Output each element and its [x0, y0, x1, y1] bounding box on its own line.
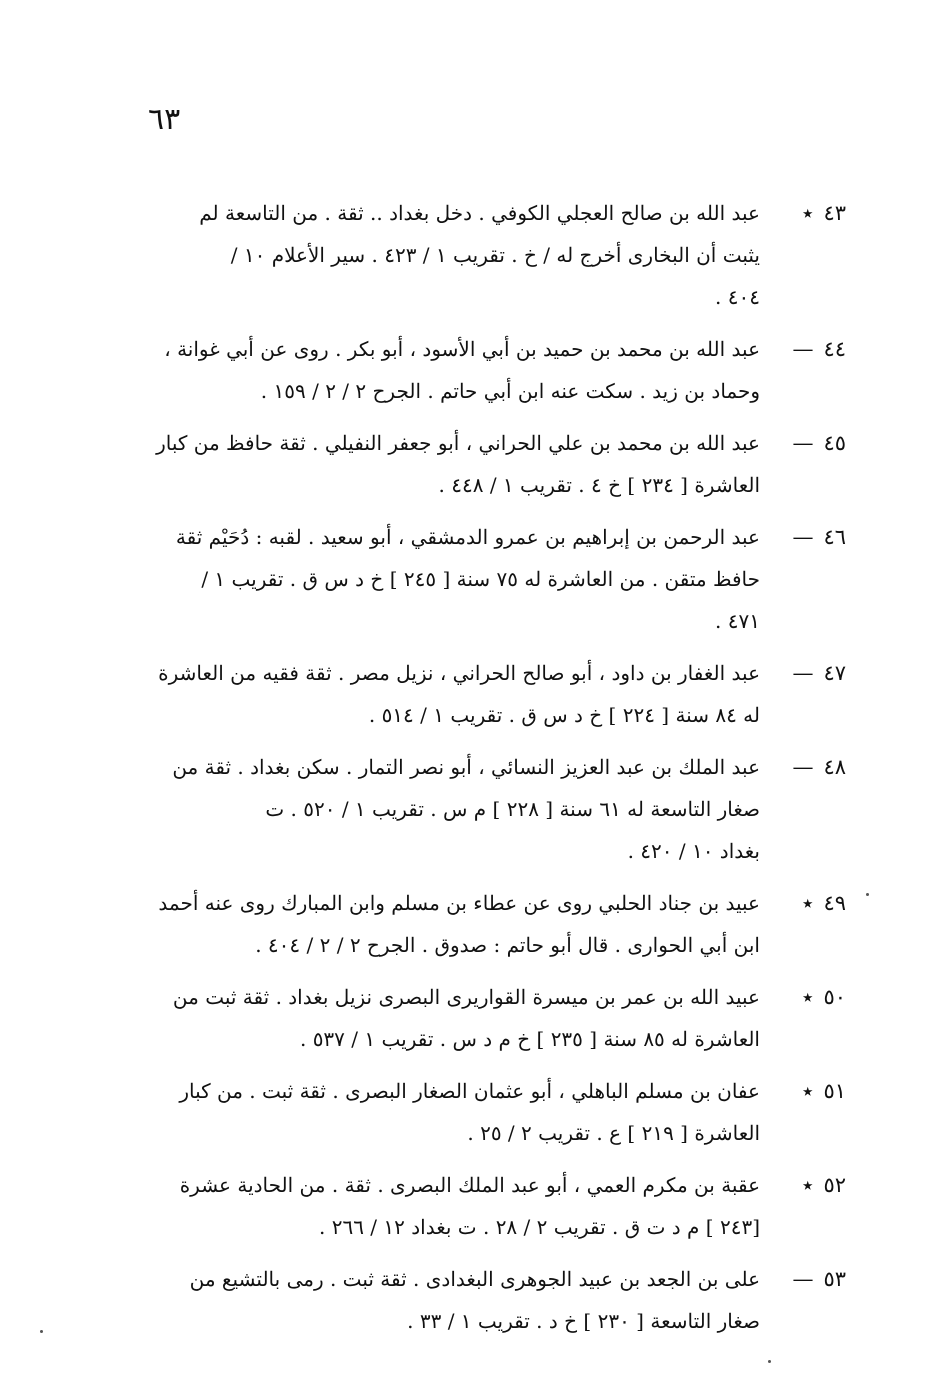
- margin-speck: [768, 1360, 771, 1363]
- margin-speck: [40, 1330, 43, 1333]
- entry-text: [150, 1258, 760, 1342]
- entry-line: عبد الغفار بن داود ، أبو صالح الحراني ، نزيل مصر . ثقة فقيه من العاشرة: [158, 661, 760, 685]
- entry-line: يثبت أن البخارى أخرج له / خ . تقريب ١ / ٤٢٣ . سير الأعلام ١٠ /: [230, 243, 760, 267]
- entry-marker: [760, 976, 846, 1018]
- entry-line: ابن أبي الحوارى . قال أبو حاتم : صدوق . الجرح ٢ / ٢ / ٤٠٤ .: [255, 933, 760, 957]
- entry-text: [150, 422, 760, 506]
- biography-entry: [150, 328, 846, 412]
- biography-entry: [150, 516, 846, 642]
- entry-number: ٤٨: [823, 755, 846, 779]
- entry-line: عفان بن مسلم الباهلي ، أبو عثمان الصغار البصرى . ثقة ثبت . من كبار: [179, 1079, 760, 1103]
- entry-line: ٤٧١ .: [715, 609, 760, 633]
- entry-text: [150, 882, 760, 966]
- entry-number: ٤٥: [823, 431, 846, 455]
- entry-separator: —: [792, 661, 814, 685]
- biography-entry: [150, 976, 846, 1060]
- entry-line: له ٨٤ سنة [ ٢٢٤ ] خ د س ق . تقريب ١ / ٥١٤ .: [368, 703, 760, 727]
- entry-number: ٥٠: [823, 985, 846, 1009]
- entry-number: ٤٤: [823, 337, 846, 361]
- entry-text: [150, 516, 760, 642]
- biography-entry: [150, 422, 846, 506]
- entry-separator: —: [792, 431, 814, 455]
- entry-marker: [760, 192, 846, 234]
- entry-marker: [760, 882, 846, 924]
- entry-line: صغار التاسعة له ٦١ سنة [ ٢٢٨ ] م س . تقريب ١ / ٥٢٠ . ت: [265, 797, 760, 821]
- biography-entry: [150, 652, 846, 736]
- page-number: ٦٣: [148, 102, 181, 137]
- entry-line: عبيد الله بن عمر بن ميسرة القواريرى البصرى نزيل بغداد . ثقة ثبت من: [172, 985, 760, 1009]
- entry-separator: ٭: [801, 1079, 814, 1103]
- biography-entry: [150, 1258, 846, 1342]
- entry-line: وحماد بن زيد . سكت عنه ابن أبي حاتم . الجرح ٢ / ٢ / ١٥٩ .: [260, 379, 760, 403]
- entry-line: بغداد ١٠ / ٤٢٠ .: [627, 839, 760, 863]
- biography-entry: [150, 882, 846, 966]
- entry-line: العاشرة له ٨٥ سنة [ ٢٣٥ ] خ م د س . تقريب ١ / ٥٣٧ .: [299, 1027, 760, 1051]
- entry-number: ٥٢: [823, 1173, 846, 1197]
- entry-text: [150, 652, 760, 736]
- entry-line: العاشرة [ ٢٣٤ ] خ ٤ . تقريب ١ / ٤٤٨ .: [438, 473, 760, 497]
- entry-text: [150, 746, 760, 872]
- entry-text: [150, 328, 760, 412]
- entry-number: ٥٣: [823, 1267, 846, 1291]
- entry-line: عبيد بن جناد الحلبي روى عن عطاء بن مسلم وابن المبارك روى عنه أحمد: [158, 891, 760, 915]
- entry-number: ٥١: [823, 1079, 846, 1103]
- entry-separator: ٭: [801, 891, 814, 915]
- entry-number: ٤٧: [823, 661, 846, 685]
- entry-text: [150, 1164, 760, 1248]
- biography-entry: [150, 1070, 846, 1154]
- entry-line: حافظ متقن . من العاشرة له ٧٥ سنة [ ٢٤٥ ] خ د س ق . تقريب ١ /: [201, 567, 760, 591]
- entry-line: [٢٤٣ ] م د ت ق . تقريب ٢ / ٢٨ . ت بغداد ١٢ / ٢٦٦ .: [319, 1215, 760, 1239]
- biography-entry: [150, 192, 846, 318]
- entry-number: ٤٦: [823, 525, 846, 549]
- entry-marker: [760, 328, 846, 370]
- entry-separator: —: [792, 1267, 814, 1291]
- entry-separator: —: [792, 755, 814, 779]
- entry-separator: ٭: [801, 201, 814, 225]
- entry-text: [150, 1070, 760, 1154]
- entry-line: على بن الجعد بن عبيد الجوهرى البغدادى . ثقة ثبت . رمى بالتشيع من: [189, 1267, 760, 1291]
- margin-speck: [866, 893, 869, 896]
- biography-entry: [150, 1164, 846, 1248]
- entry-marker: [760, 516, 846, 558]
- entry-marker: [760, 1164, 846, 1206]
- entry-separator: ٭: [801, 1173, 814, 1197]
- entry-line: ٤٠٤ .: [715, 285, 760, 309]
- entry-number: ٤٣: [823, 201, 846, 225]
- entry-line: عبد الله بن محمد بن علي الحراني ، أبو جعفر النفيلي . ثقة حافظ من كبار: [156, 431, 760, 455]
- entry-line: صغار التاسعة [ ٢٣٠ ] خ د . تقريب ١ / ٣٣ .: [407, 1309, 760, 1333]
- entry-line: عبد الله بن صالح العجلي الكوفي . دخل بغداد .. ثقة . من التاسعة لم: [199, 201, 760, 225]
- entry-separator: ٭: [801, 985, 814, 1009]
- entry-marker: [760, 1258, 846, 1300]
- entry-list: [150, 192, 846, 1352]
- entry-marker: [760, 422, 846, 464]
- entry-separator: —: [792, 525, 814, 549]
- entry-text: [150, 192, 760, 318]
- biography-entry: [150, 746, 846, 872]
- entry-separator: —: [792, 337, 814, 361]
- entry-marker: [760, 1070, 846, 1112]
- entry-line: عبد الله بن محمد بن حميد بن أبي الأسود ، أبو بكر . روى عن أبي غوانة ،: [164, 337, 760, 361]
- entry-number: ٤٩: [823, 891, 846, 915]
- entry-line: العاشرة [ ٢١٩ ] ع . تقريب ٢ / ٢٥ .: [467, 1121, 760, 1145]
- entry-marker: [760, 746, 846, 788]
- entry-line: عقبة بن مكرم العمي ، أبو عبد الملك البصرى . ثقة . من الحادية عشرة: [179, 1173, 760, 1197]
- entry-line: عبد الرحمن بن إبراهيم بن عمرو الدمشقي ، أبو سعيد . لقبه : دُحَيْم ثقة: [175, 525, 760, 549]
- entry-line: عبد الملك بن عبد العزيز النسائي ، أبو نصر التمار . سكن بغداد . ثقة من: [172, 755, 760, 779]
- entry-marker: [760, 652, 846, 694]
- entry-text: [150, 976, 760, 1060]
